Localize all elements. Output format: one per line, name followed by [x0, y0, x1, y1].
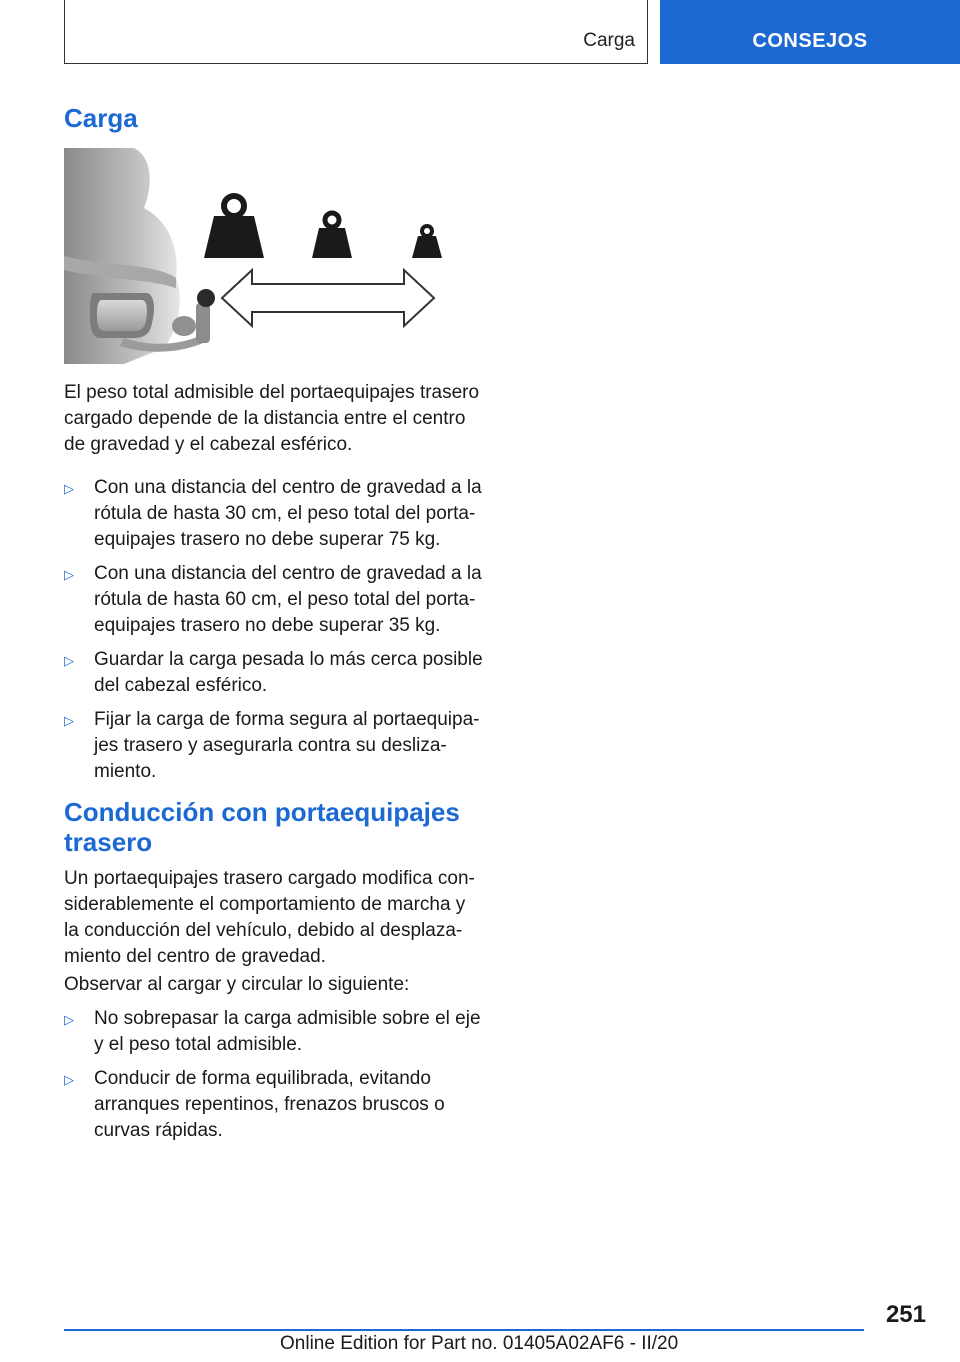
conduccion-lead-paragraph: Observar al cargar y circular lo siguiente: [64, 974, 410, 995]
footer-divider [64, 1329, 864, 1331]
section-title-carga: Carga [64, 103, 138, 133]
list-item-text: Guardar la carga pesada lo más cerca posible del cabezal esférico. [94, 649, 483, 696]
list-item [64, 647, 484, 699]
list-item [64, 1006, 484, 1058]
section-title-conduccion: Conducción con portaequipajes trasero [64, 797, 460, 857]
conduccion-intro-paragraph: Un portaequipajes trasero cargado modifica considerablemente el comportamiento de marcha y la conducción del vehículo, debido al desplazamiento del centro de gravedad. [64, 868, 475, 967]
list-item-text: Con una distancia del centro de gravedad a la rótula de hasta 60 cm, el peso total del portaequipajes trasero no debe superar 35 kg. [94, 563, 482, 636]
triangle-bullet-icon: ▷ [64, 713, 74, 728]
list-item-text: No sobrepasar la carga admisible sobre el eje y el peso total admisible. [94, 1008, 481, 1055]
header-tab-label: CONSEJOS [752, 30, 868, 52]
triangle-bullet-icon: ▷ [64, 653, 74, 668]
carga-bullet-list [64, 475, 484, 793]
triangle-bullet-icon: ▷ [64, 1012, 74, 1027]
carga-intro-paragraph: El peso total admisible del portaequipajes trasero cargado depende de la distancia entre el centro de gravedad y el cabezal esférico. [64, 382, 480, 455]
triangle-bullet-icon: ▷ [64, 1072, 74, 1087]
list-item-text: Con una distancia del centro de gravedad a la rótula de hasta 30 cm, el peso total del portaequipajes trasero no debe superar 75 kg. [94, 477, 482, 550]
triangle-bullet-icon: ▷ [64, 567, 74, 582]
list-item [64, 475, 484, 553]
load-distance-illustration [64, 148, 450, 364]
list-item-text: Fijar la carga de forma segura al portaequipajes trasero y asegurarla contra su deslizamiento. [94, 709, 480, 782]
list-item [64, 707, 484, 785]
triangle-bullet-icon: ▷ [64, 481, 74, 496]
list-item [64, 1066, 484, 1144]
conduccion-bullet-list [64, 1006, 484, 1152]
list-item-text: Conducir de forma equilibrada, evitando arranques repentinos, frenazos bruscos o curvas rápidas. [94, 1068, 445, 1141]
header-tab-consejos[interactable] [660, 0, 960, 64]
header-section-title: Carga [583, 30, 635, 51]
header-box [64, 0, 648, 64]
list-item [64, 561, 484, 639]
footer-edition-text: Online Edition for Part no. 01405A02AF6 - II/20 [280, 1333, 679, 1354]
page-number: 251 [885, 1301, 926, 1328]
